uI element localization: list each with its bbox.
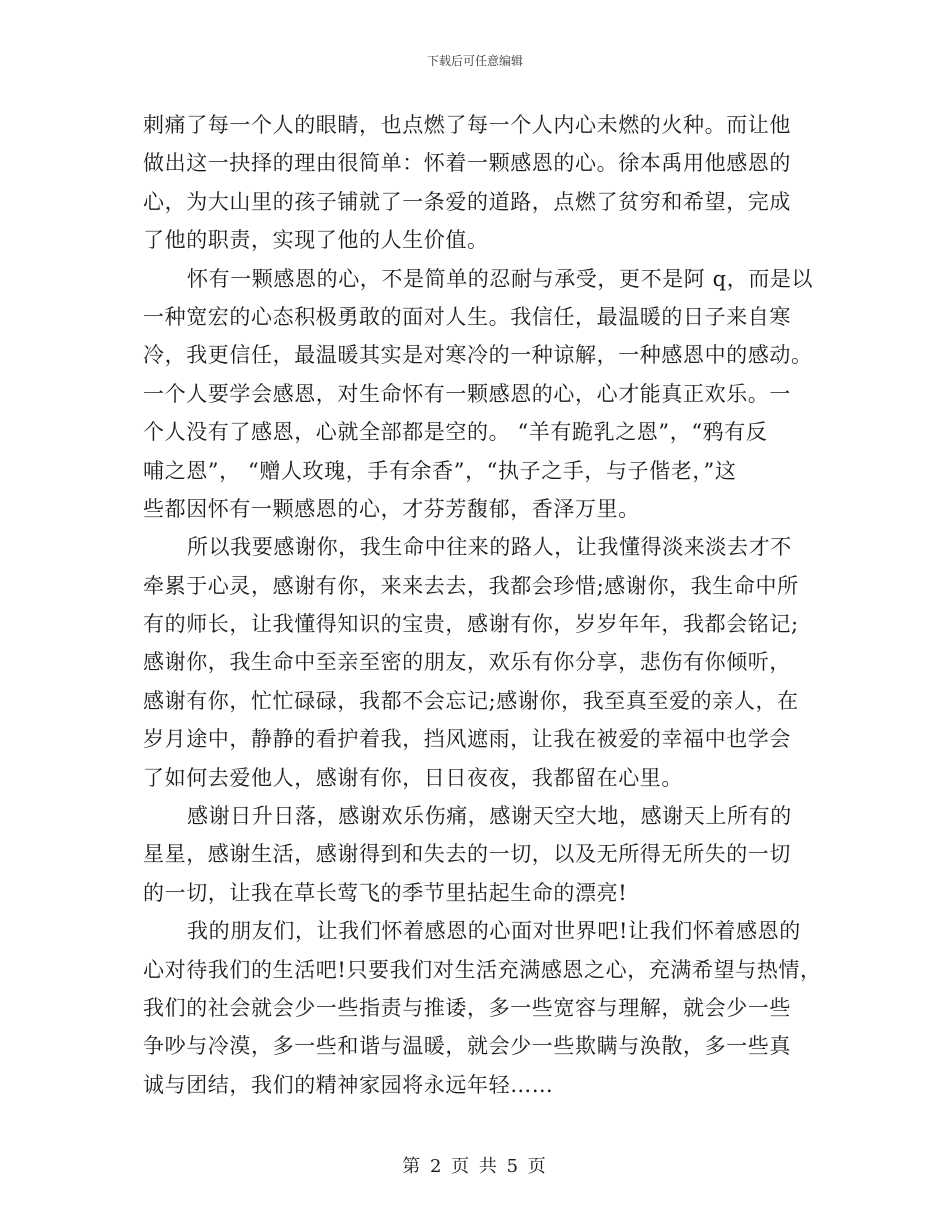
paragraph-3-line-7: 了如何去爱他人，感谢有你，日日夜夜，我都留在心里。: [143, 765, 683, 790]
paragraph-4-line-2: 星星，感谢生活，感谢得到和失去的一切，以及无所得无所失的一切: [143, 842, 791, 867]
paragraph-1-line-4: 了他的职责，实现了他的人生价值。: [143, 228, 489, 253]
paragraph-1-line-1: 刺痛了每一个人的眼睛，也点燃了每一个人内心未燃的火种。而让他: [143, 113, 791, 137]
paragraph-2-line-4: 一个人要学会感恩，对生命怀有一颗感恩的心，心才能真正欢乐。一: [143, 381, 791, 406]
page-number-footer: 第 2 页 共 5 页: [402, 1156, 548, 1177]
paragraph-3-line-1: 所以我要感谢你，我生命中往来的路人，让我懂得淡来淡去才不: [187, 535, 792, 560]
page-header: 下载后可任意编辑: [426, 54, 523, 68]
paragraph-2-line-5: 个人没有了感恩，心就全部都是空的。 “羊有跪乳之恩”，“鸦有反: [143, 420, 768, 445]
paragraph-5-line-4: 争吵与冷漠，多一些和谐与温暖，就会少一些欺瞒与涣散，多一些真: [143, 1034, 791, 1059]
paragraph-5-line-2: 心对待我们的生活吧!只要我们对生活充满感恩之心，充满希望与热情，: [143, 957, 822, 982]
paragraph-5-line-1: 我的朋友们，让我们怀着感恩的心面对世界吧!让我们怀着感恩的: [187, 919, 801, 944]
paragraph-3-line-4: 感谢你，我生命中至亲至密的朋友，欢乐有你分享，悲伤有你倾听，: [143, 650, 791, 675]
paragraph-4-line-3: 的一切，让我在草长莺飞的季节里拈起生命的漂亮!: [143, 880, 628, 905]
paragraph-5-line-3: 我们的社会就会少一些指责与推诿，多一些宽容与理解，就会少一些: [143, 995, 791, 1020]
paragraph-3-line-5: 感谢有你，忙忙碌碌，我都不会忘记;感谢你，我至真至爱的亲人，在: [143, 688, 799, 713]
paragraph-1-line-2: 做出这一抉择的理由很简单：怀着一颗感恩的心。徐本禹用他感恩的: [143, 151, 791, 176]
paragraph-5-line-5: 诚与团结，我们的精神家园将永远年轻……: [143, 1072, 554, 1097]
paragraph-2-line-7: 些都因怀有一颗感恩的心，才芬芳馥郁，香泽万里。: [143, 496, 640, 521]
paragraph-2-line-3: 冷，我更信任，最温暖其实是对寒冷的一种谅解，一种感恩中的感动。: [143, 343, 813, 368]
paragraph-1-line-3: 心，为大山里的孩子铺就了一条爱的道路，点燃了贫穷和希望，完成: [143, 189, 791, 214]
paragraph-3-line-2: 牵累于心灵，感谢有你，来来去去，我都会珍惜;感谢你，我生命中所: [143, 573, 799, 598]
document-body: [143, 106, 823, 1104]
paragraph-2-line-1: 怀有一颗感恩的心，不是简单的忍耐与承受，更不是阿 q，而是以: [187, 266, 814, 291]
paragraph-3-line-6: 岁月途中，静静的看护着我，挡风遮雨，让我在被爱的幸福中也学会: [143, 727, 791, 752]
paragraph-2-line-6: 哺之恩”， “赠人玫瑰，手有余香”，“执子之手，与子偕老，”这: [143, 458, 737, 483]
paragraph-3-line-3: 有的师长，让我懂得知识的宝贵，感谢有你，岁岁年年，我都会铭记;: [143, 612, 799, 637]
paragraph-2-line-2: 一种宽宏的心态积极勇敢的面对人生。我信任，最温暖的日子来自寒: [143, 304, 791, 329]
paragraph-4-line-1: 感谢日升日落，感谢欢乐伤痛，感谢天空大地，感谢天上所有的: [187, 804, 792, 829]
